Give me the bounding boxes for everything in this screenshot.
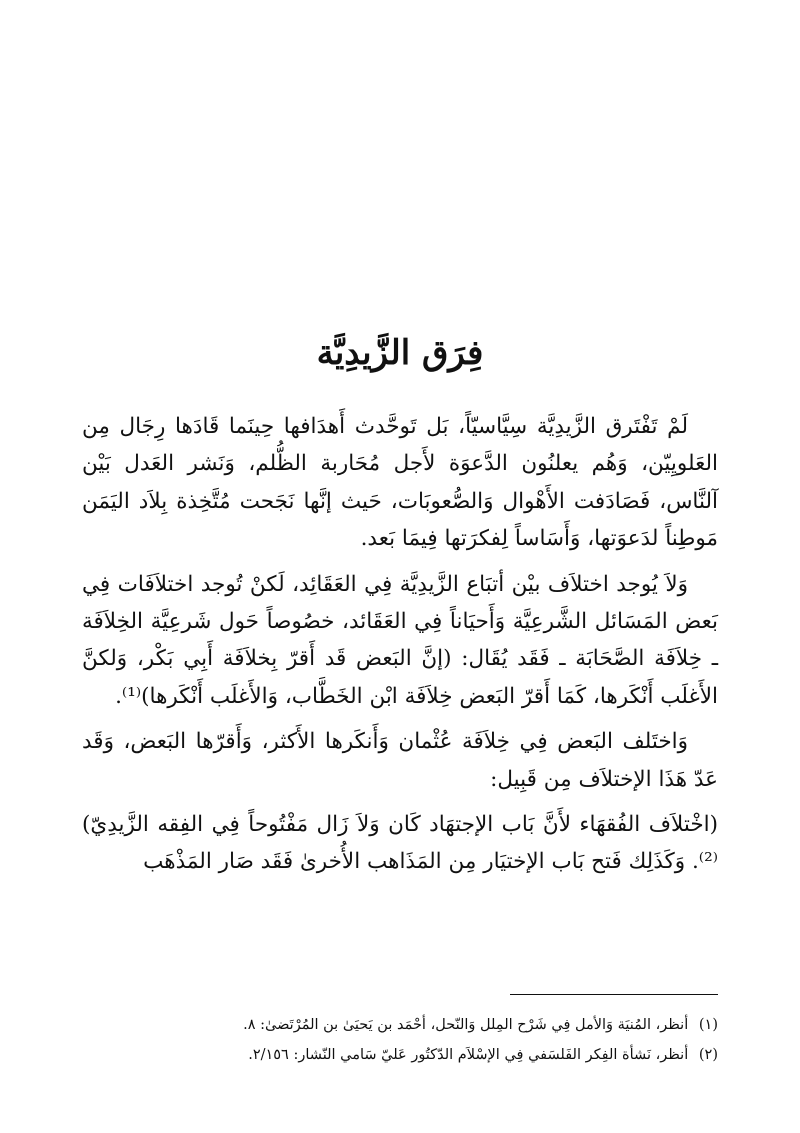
footnote-1 — [82, 1010, 718, 1040]
footnote-number: (٢) — [698, 1047, 718, 1063]
footnote-text: أنظر، المُنيَة وَالأمل فِي شَرْح المِلل وَالنّحل، أحْمَد بن يَحيَىٰ بن المُرْتَضىٰ: ٨. — [243, 1017, 689, 1033]
footnote-number: (١) — [698, 1017, 718, 1033]
paragraph-2: وَلاَ يُوجد اختلاَف بيْن أتبَاع الزَّيدِيَّة فِي العَقَائِد، لَكنْ تُوجد اختلاَفَات فِي بَعض المَسَائل الشَّرعِيَّة وَأَحيَاناً فِي العَقَائد، خصُوصاً حَول شَرعِيَّة الخِلاَفَة ـ خِلاَفَة الصَّحَابَة ـ فَقَد يُقَال: (إنَّ البَعض قَد أَقرّ بِخلاَفَة أَبِي بَكْر، وَلكنَّ الأَغلَب أَنْكَرها، كَمَا أَقرّ البَعض خِلاَفَة ابْن الخَطَّاب، وَالأَغلَب أَنْكَرها)⁽¹⁾. — [82, 571, 718, 709]
footnote-separator — [510, 994, 718, 995]
footnote-text: أنظر، نَشأة الفِكر الفَلسَفي فِي الإسْلاَم الدّكتُور عَليّ سَامي النّشار: ٢/١٥٦. — [248, 1047, 689, 1063]
paragraph-4: (اخْتلاَف الفُقهَاء لأَنَّ بَاب الإجتهَاد كَان وَلاَ زَال مَفْتُوحاً فِي الفِقه الزَّيدِيّ)⁽²⁾. وَكَذَلِك فَتح بَاب الإختيَار مِن المَذَاهب الأُخرىٰ فَقَد صَار المَذْهَب — [82, 812, 718, 875]
body-text — [82, 408, 718, 889]
paragraph-3: وَاختَلف البَعض فِي خِلاَفَة عُثْمان وَأَنكَرها الأَكثر، وَأَقرّها البَعض، وَقَد عَدّ هَذَا الإختلاَف مِن قَبِيل: — [82, 729, 718, 792]
chapter-title: فِرَق الزَّيدِيَّة — [316, 333, 484, 373]
footnotes — [82, 1010, 718, 1070]
footnote-2 — [82, 1040, 718, 1070]
paragraph-1: لَمْ تَفْتَرق الزَّيدِيَّة سِيَّاسيّاً، بَل تَوحَّدث أَهدَافها حِينَما قَادَها رِجَال مِن العَلويِيّن، وَهُم يعلنُون الدَّعوَة لأَجل مُحَاربة الظُّلم، وَنَشر العَدل بَيْن آلنَّاس، فَصَادَفت الأَهْوال وَالصُّعوبَات، حَيث إنَّها نَجَحت مُتَّخِذة بِلاَد اليَمَن مَوطِناً لدَعوَتها، وَأَسَاساً لِفكرَتها فِيمَا بَعد. — [82, 414, 718, 552]
